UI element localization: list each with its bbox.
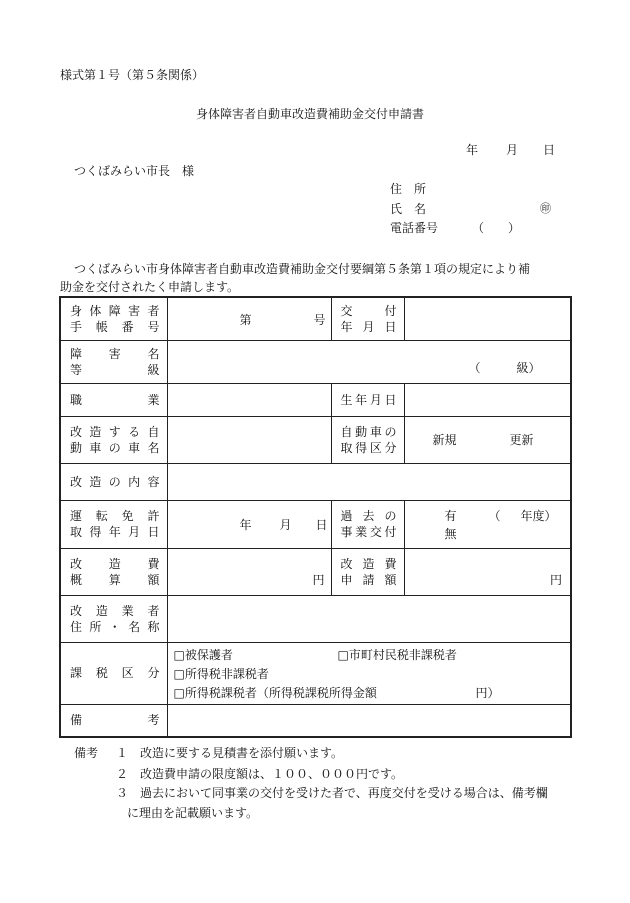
row-contractor: [60, 595, 571, 642]
row-cost: [60, 548, 571, 595]
row-license: [60, 500, 571, 548]
go-text: 号: [313, 313, 326, 327]
option-renew[interactable]: 更新: [509, 432, 534, 447]
name-label: 氏 名: [390, 202, 427, 216]
field-estimate[interactable]: [167, 548, 331, 595]
label-tax-1: 課税区分: [70, 666, 160, 680]
label-past-1: 過去の: [340, 509, 397, 523]
label-modification-1: 改造の内容: [70, 474, 160, 489]
row-tax: [60, 642, 571, 704]
field-birthdate[interactable]: [404, 383, 571, 416]
application-table: [59, 296, 572, 738]
label-estimate-1: 改造費: [70, 556, 160, 571]
label-contractor: [60, 595, 167, 642]
date-year: 年: [466, 143, 479, 157]
label-handbook: [60, 297, 167, 340]
seal-mark: ㊞: [540, 202, 551, 215]
date-day: 日: [543, 143, 556, 157]
label-vehicle-1: 改造する自: [70, 424, 160, 439]
phone-paren: （ ）: [472, 221, 521, 235]
label-issue-date: [331, 297, 404, 340]
checkbox-income-exempt[interactable]: □所得税非課税者: [173, 666, 269, 681]
field-past-grant[interactable]: [404, 500, 571, 548]
label-estimate: [60, 548, 167, 595]
form-number: 様式第１号（第５条関係）: [60, 68, 205, 82]
past-has-paren: （: [488, 508, 501, 523]
option-new[interactable]: 新規: [432, 432, 457, 447]
field-handbook-number[interactable]: [167, 297, 331, 340]
row-modification: [60, 463, 571, 500]
note-1: 改造に要する見積書を添付願います。: [140, 746, 344, 760]
past-none[interactable]: 無: [444, 526, 457, 541]
license-month: 月: [279, 517, 292, 532]
label-modification: [60, 463, 167, 500]
label-birthdate-1: 生年月日: [340, 392, 397, 407]
label-disability-2: 等級: [70, 362, 160, 377]
label-request-1: 改造費: [340, 556, 397, 571]
row-disability: [60, 340, 571, 383]
label-vehicle-name: [60, 416, 167, 463]
label-past-grant: [331, 500, 404, 548]
label-license-2: 取得年月日: [70, 525, 160, 539]
date-month: 月: [506, 143, 519, 157]
phone-label: 電話番号: [390, 221, 439, 235]
license-day: 日: [315, 517, 328, 532]
label-license-date: [60, 500, 167, 548]
checkbox-welfare[interactable]: □被保護者: [173, 647, 233, 662]
row-handbook: [60, 297, 571, 340]
label-past-2: 事業交付: [340, 525, 397, 539]
addressee: つくばみらい市長 様: [74, 164, 195, 178]
label-acquisition-type: [331, 416, 404, 463]
checkbox-income-taxed[interactable]: □所得税課税者（所得税課税所得金額: [173, 685, 377, 700]
note-1-number: １: [116, 746, 129, 760]
field-tax: [167, 642, 571, 704]
taxed-yen: 円）: [475, 685, 500, 700]
field-contractor[interactable]: [167, 595, 571, 642]
field-acquisition-type[interactable]: [404, 416, 571, 463]
intro-line-1: つくばみらい市身体障害者自動車改造費補助金交付要綱第５条第１項の規定により補: [74, 262, 531, 276]
row-occupation: [60, 383, 571, 416]
label-issue-2: 年月日: [340, 319, 397, 334]
grade-text: （ 級）: [468, 360, 541, 375]
label-vehicle-2: 動車の車名: [70, 440, 160, 455]
label-disability-1: 障害名: [70, 346, 160, 361]
field-remarks[interactable]: [167, 704, 571, 737]
label-birthdate: [331, 383, 404, 416]
dai-text: 第: [239, 313, 252, 327]
label-occupation-1: 職業: [70, 392, 160, 407]
form-title: 身体障害者自動車改造費補助金交付申請書: [196, 107, 425, 121]
label-contractor-2: 住所・名称: [70, 619, 160, 634]
label-acquisition-1: 自動車の: [340, 424, 397, 439]
field-occupation[interactable]: [167, 383, 331, 416]
past-has[interactable]: 有: [444, 508, 457, 523]
label-disability: [60, 340, 167, 383]
license-year: 年: [239, 517, 252, 532]
label-tax: [60, 642, 167, 704]
note-3-line-1: 過去において同事業の交付を受けた者で、再度交付を受ける場合は、備考欄: [140, 786, 548, 800]
checkbox-municipal-exempt[interactable]: □市町村民税非課税者: [337, 647, 457, 662]
label-handbook-1: 身体障害者: [70, 303, 160, 318]
field-issue-date[interactable]: [404, 297, 571, 340]
label-remarks: [60, 704, 167, 737]
note-3-number: ３: [116, 786, 129, 800]
note-3-line-2: に理由を記載願います。: [127, 806, 259, 820]
request-yen: 円: [549, 572, 562, 587]
label-contractor-1: 改造業者: [70, 603, 160, 618]
field-vehicle-name[interactable]: [167, 416, 331, 463]
label-estimate-2: 概算額: [70, 572, 160, 587]
address-label: 住 所: [390, 182, 427, 196]
label-license-1: 運転免許: [70, 509, 160, 523]
row-vehicle: [60, 416, 571, 463]
field-disability[interactable]: [167, 340, 571, 383]
label-request-amount: [331, 548, 404, 595]
row-remarks: [60, 704, 571, 737]
intro-line-2: 助金を交付されたく申請します。: [60, 280, 240, 294]
field-request-amount[interactable]: [404, 548, 571, 595]
notes-heading: 備考: [74, 746, 99, 760]
label-handbook-2: 手帳番号: [70, 319, 160, 334]
label-acquisition-2: 取得区分: [340, 440, 397, 455]
label-remarks-1: 備考: [70, 713, 160, 728]
note-2-number: ２: [116, 767, 129, 781]
label-issue-1: 交付: [340, 303, 397, 318]
field-modification[interactable]: [167, 463, 571, 500]
estimate-yen: 円: [312, 572, 325, 587]
label-occupation: [60, 383, 167, 416]
note-2: 改造費申請の限度額は、１００、０００円です。: [140, 767, 404, 781]
field-license-date[interactable]: [167, 500, 331, 548]
label-request-2: 申請額: [340, 572, 397, 587]
past-has-year: 年度）: [520, 508, 557, 523]
